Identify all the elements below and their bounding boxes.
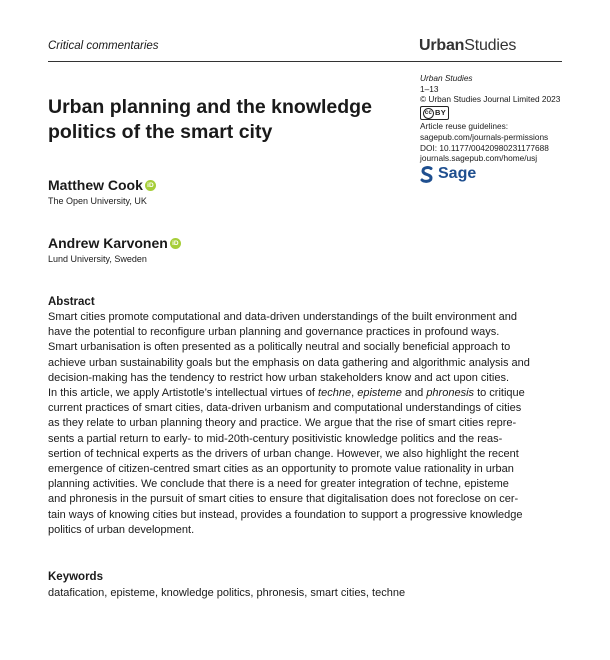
keywords-list: datafication, episteme, knowledge politics, phronesis, smart cities, techne: [48, 587, 406, 599]
abstract-line: and phronesis in the pursuit of smart cities to ensure that digitalisation does not foreclose on cer-: [48, 493, 519, 506]
abstract-line: as they relate to urban planning theory and practice. We argue that the rise of smart cities repre-: [48, 417, 517, 430]
orcid-icon[interactable]: iD: [170, 238, 181, 249]
abstract-line: planning activities. We conclude that there is a need for greater integration of techne, episteme: [48, 478, 509, 491]
author-block: [48, 177, 156, 206]
sage-s-icon: [420, 166, 434, 183]
cc-label: BY: [435, 108, 447, 118]
author-block: [48, 235, 181, 264]
author-name: Matthew Cook: [48, 177, 143, 193]
author-name-row: [48, 177, 156, 193]
article-meta: [420, 73, 580, 183]
abstract-line: sertion of technical experts as the drivers of urban change. However, we also highlight the recent: [48, 447, 519, 460]
author-affiliation: Lund University, Sweden: [48, 254, 147, 264]
cc-license-badge[interactable]: [420, 106, 449, 120]
abstract-line: tain ways of knowing cities but instead, provides a foundation to support a progressive knowledge: [48, 508, 523, 521]
cc-by-icon: cc BY: [420, 106, 449, 120]
abstract-line: In this article, we apply Artistotle’s intellectual virtues of techne, episteme and phronesis to critique: [48, 387, 525, 400]
author-name: Andrew Karvonen: [48, 235, 168, 251]
journal-logo: [419, 37, 516, 55]
meta-reuse-line1: Article reuse guidelines:: [420, 121, 509, 132]
abstract-heading: Abstract: [48, 296, 95, 308]
abstract-body: [48, 310, 562, 538]
author-affiliation: The Open University, UK: [48, 196, 147, 206]
meta-journal-url[interactable]: journals.sagepub.com/home/usj: [420, 153, 538, 164]
journal-logo-bold: Urban: [419, 37, 465, 54]
author-name-row: [48, 235, 181, 251]
abstract-line: achieve urban sustainability goals but the emphasis on data gathering and algorithmic analysis and: [48, 356, 530, 369]
section-label: Critical commentaries: [48, 40, 159, 52]
abstract-line: current practices of smart cities, data-driven urbanism and computational understandings of cities: [48, 402, 522, 415]
orcid-icon[interactable]: iD: [145, 180, 156, 191]
meta-doi[interactable]: DOI: 10.1177/00420980231177688: [420, 142, 549, 153]
abstract-line: Smart cities promote computational and data-driven understandings of the built environment and: [48, 311, 517, 323]
abstract-line: Smart urbanisation is often presented as a politically neutral and socially beneficial approach to: [48, 341, 511, 354]
sage-logo: [420, 166, 580, 183]
header-rule: [48, 61, 562, 62]
abstract-line: decision-making has the tendency to restrict how urban stakeholders know and act upon cities.: [48, 371, 510, 384]
meta-pages: 1–13: [420, 83, 439, 94]
meta-copyright: © Urban Studies Journal Limited 2023: [420, 94, 561, 105]
abstract-line: sents a partial return to early- to mid-20th-century positivistic knowledge politics and the reas-: [48, 432, 503, 445]
keywords-heading: Keywords: [48, 571, 103, 583]
abstract-line: emergence of citizen-centred smart cities as an opportunity to promote value rationality in urban: [48, 463, 514, 476]
meta-journal: Urban Studies: [420, 73, 473, 83]
meta-reuse-link[interactable]: sagepub.com/journals-permissions: [420, 131, 549, 142]
journal-logo-light: Studies: [464, 37, 517, 54]
sage-wordmark: Sage: [438, 165, 477, 183]
abstract-line: have the potential to reconfigure urban planning and governance practices in profound ways.: [48, 326, 500, 339]
article-title: Urban planning and the knowledge politics of the smart city: [48, 96, 372, 143]
abstract-line: politics of urban development.: [48, 523, 195, 536]
